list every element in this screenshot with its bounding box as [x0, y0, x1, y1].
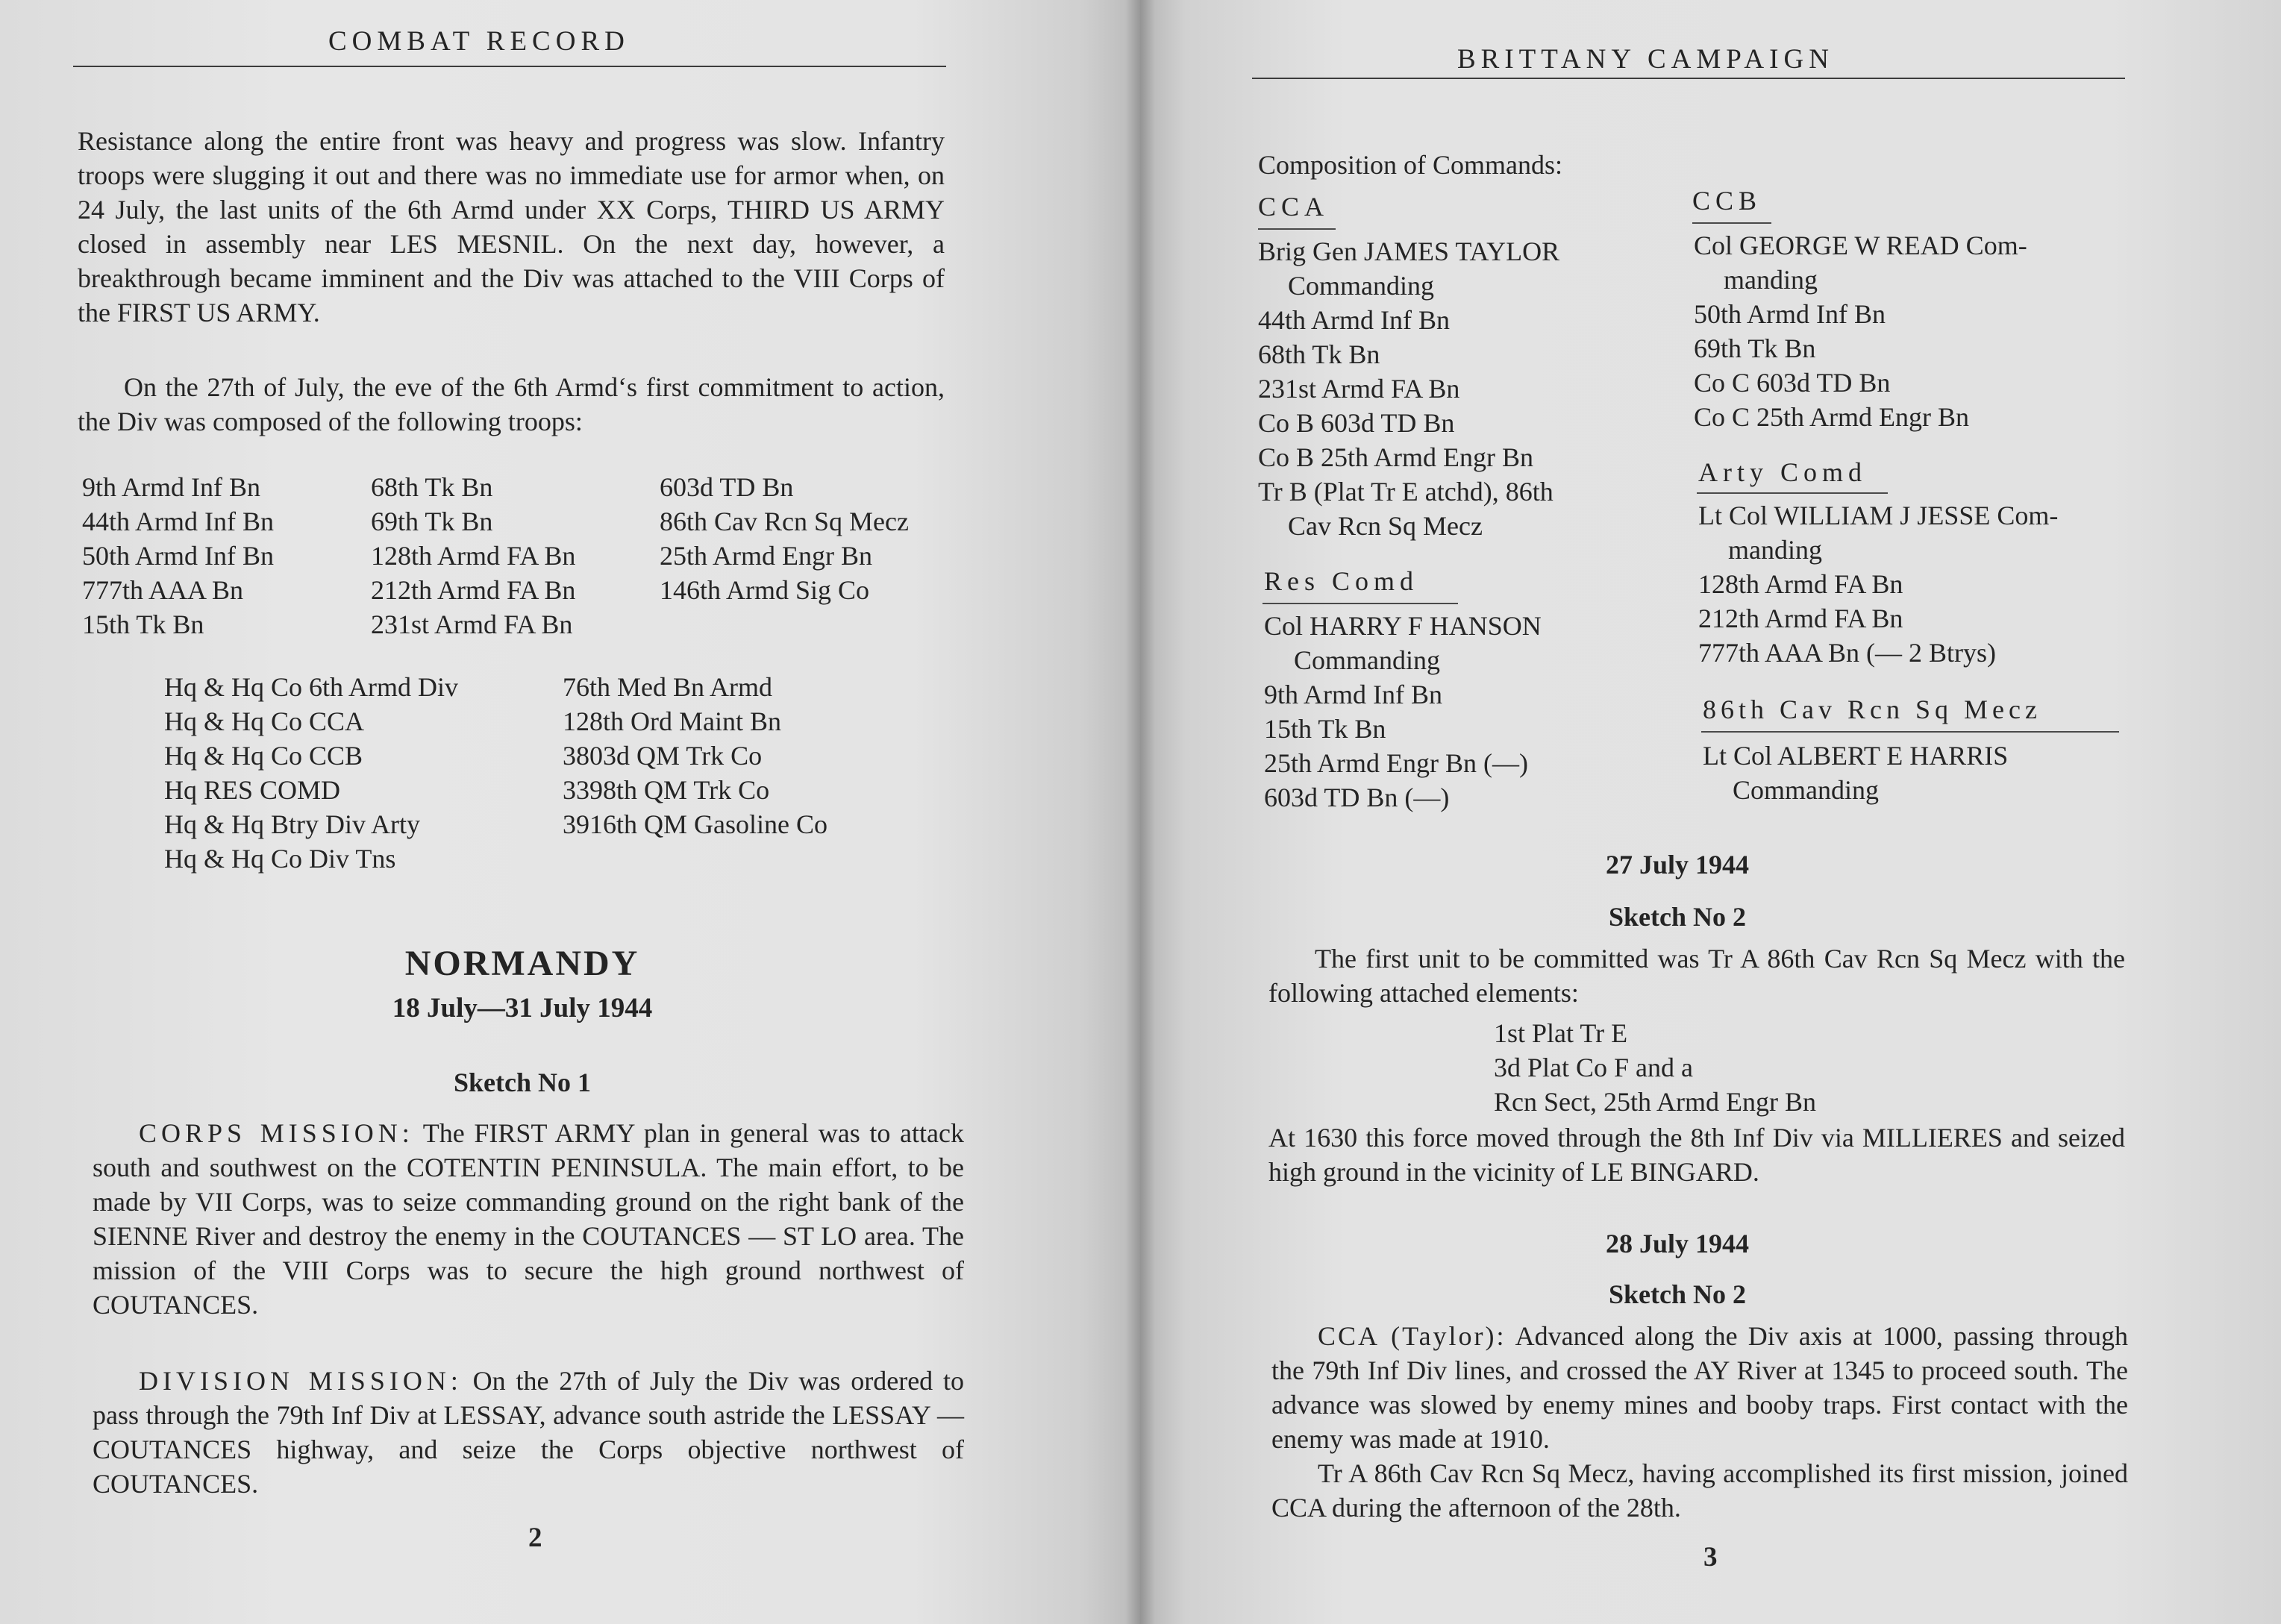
- res-comd-unit: 25th Armd Engr Bn (—): [1264, 748, 1528, 778]
- res-comd-unit: 15th Tk Bn: [1264, 714, 1386, 744]
- res-comd-heading: Res Comd: [1264, 566, 1419, 596]
- date-heading-28-july: 28 July 1944: [1605, 1229, 1750, 1258]
- hq-column-1: [164, 670, 458, 876]
- left-page: [0, 0, 1140, 1624]
- right-head-rule: [1252, 78, 2125, 79]
- res-comd-unit: 603d TD Bn (—): [1264, 783, 1450, 812]
- ccb-unit: 69th Tk Bn: [1694, 333, 1816, 363]
- troop-item: 50th Armd Inf Bn: [82, 541, 274, 571]
- troop-item: 44th Armd Inf Bn: [82, 507, 274, 536]
- res-comd-commander: Col HARRY F HANSON: [1264, 611, 1542, 641]
- hq-item: Hq & Hq Co 6th Armd Div: [164, 672, 459, 702]
- hq-item: 128th Ord Maint Bn: [563, 706, 781, 736]
- arty-comd-commander-role: manding: [1728, 535, 1822, 565]
- troop-item: 15th Tk Bn: [82, 609, 204, 639]
- hq-item: Hq & Hq Btry Div Arty: [164, 809, 421, 839]
- cav-sq-rule: [1701, 731, 2119, 733]
- res-comd-block: [1264, 609, 1542, 815]
- sketch-heading-28-july: Sketch No 2: [1608, 1279, 1746, 1309]
- troop-item: 128th Armd FA Bn: [371, 541, 576, 571]
- sketch-heading-left: Sketch No 1: [453, 1067, 591, 1097]
- troop-item: 68th Tk Bn: [371, 472, 493, 502]
- ccb-commander-role: manding: [1724, 265, 1818, 295]
- cca-advance-text: Advanced along the Div axis at 1000, passing through the 79th Inf Div lines, and crossed the AY River at 1345 to proceed south. The advance was slowed by enemy mines and booby traps. First contact with the enemy was made at 1910.: [1271, 1321, 2129, 1454]
- ccb-block: [1694, 228, 2027, 434]
- corps-mission-label: CORPS MISSION:: [139, 1118, 414, 1148]
- troops-column-2: [371, 470, 575, 642]
- cca-heading: CCA: [1258, 192, 1330, 222]
- troops-column-3: [660, 470, 909, 607]
- cca-rule: [1258, 228, 1336, 230]
- hq-item: Hq & Hq Co Div Tns: [164, 844, 396, 874]
- cca-unit: 44th Armd Inf Bn: [1258, 305, 1450, 335]
- troop-item: 25th Armd Engr Bn: [660, 541, 872, 571]
- troop-item: 231st Armd FA Bn: [371, 609, 573, 639]
- date-heading-27-july: 27 July 1944: [1605, 850, 1750, 880]
- troops-column-1: [82, 470, 274, 642]
- page-number-right: 3: [1703, 1542, 1718, 1573]
- troop-item: 777th AAA Bn: [82, 575, 244, 605]
- cca-unit: 68th Tk Bn: [1258, 339, 1380, 369]
- troop-item: 69th Tk Bn: [371, 507, 493, 536]
- corps-mission-text: The FIRST ARMY plan in general was to attack south and southwest on the COTENTIN PENINSULA. The main effort, to be made by VII Corps, was to seize commanding ground on the right bank of the SIENNE River and destroy the enemy in the COUTANCES — ST LO area. The mission of the VIII Corps was to secure the high ground northwest of COUTANCES.: [93, 1118, 964, 1320]
- intro-paragraph-2: On the 27th of July, the eve of the 6th Armd‘s first commitment to action, the Div was composed of the following troops:: [78, 372, 945, 436]
- cca-unit: 231st Armd FA Bn: [1258, 374, 1460, 404]
- paragraph-tr-a-joined: Tr A 86th Cav Rcn Sq Mecz, having accomplished its first mission, joined CCA during the afternoon of the 28th.: [1271, 1458, 2128, 1523]
- arty-comd-commander: Lt Col WILLIAM J JESSE Com-: [1698, 501, 2059, 530]
- hq-item: 3398th QM Trk Co: [563, 775, 770, 805]
- troop-item: 86th Cav Rcn Sq Mecz: [660, 507, 909, 536]
- ccb-heading: CCB: [1692, 186, 1762, 216]
- cav-sq-commander-role: Commanding: [1733, 775, 1879, 805]
- arty-comd-block: [1698, 498, 2058, 670]
- troop-item: 603d TD Bn: [660, 472, 794, 502]
- troop-item: 146th Armd Sig Co: [660, 575, 870, 605]
- right-running-head: BRITTANY CAMPAIGN: [1457, 44, 1834, 75]
- hq-item: Hq & Hq Co CCA: [164, 706, 365, 736]
- res-comd-commander-role: Commanding: [1294, 645, 1440, 675]
- attached-elements: [1494, 1016, 1816, 1119]
- left-head-rule: [73, 66, 946, 67]
- corps-mission-paragraph: [93, 1116, 964, 1322]
- composition-heading: Composition of Commands:: [1258, 150, 1563, 180]
- attached-item: 1st Plat Tr E: [1494, 1018, 1628, 1048]
- ccb-unit: Co C 603d TD Bn: [1694, 368, 1891, 398]
- arty-comd-unit: 212th Armd FA Bn: [1698, 603, 1903, 633]
- intro-paragraph-1: Resistance along the entire front was heavy and progress was slow. Infantry troops were slugging it out and there was no immediate use for armor when, on 24 July, the last units of the 6th Armd under XX Corps, THIRD US ARMY closed in assembly near LES MESNIL. On the next day, however, a breakthrough became imminent and the Div was attached to the VIII Corps of the FIRST US ARMY.: [78, 126, 945, 327]
- res-comd-rule: [1262, 603, 1458, 604]
- res-comd-unit: 9th Armd Inf Bn: [1264, 680, 1442, 709]
- page-number-left: 2: [528, 1523, 542, 1553]
- ccb-unit: 50th Armd Inf Bn: [1694, 299, 1886, 329]
- sketch-heading-27-july: Sketch No 2: [1608, 902, 1746, 932]
- cca-label: CCA (Taylor):: [1318, 1321, 1506, 1351]
- cav-sq-heading: 86th Cav Rcn Sq Mecz: [1703, 695, 2041, 724]
- hq-item: 3916th QM Gasoline Co: [563, 809, 827, 839]
- paragraph-first-unit: The first unit to be committed was Tr A 86th Cav Rcn Sq Mecz with the following attached elements:: [1268, 944, 2125, 1008]
- section-dates: 18 July—31 July 1944: [392, 993, 653, 1023]
- cca-unit-continued: Cav Rcn Sq Mecz: [1288, 511, 1483, 541]
- cca-unit: Co B 603d TD Bn: [1258, 408, 1455, 438]
- cca-unit: Co B 25th Armd Engr Bn: [1258, 442, 1534, 472]
- book-gutter: [1125, 0, 1155, 1624]
- hq-item: 76th Med Bn Armd: [563, 672, 773, 702]
- arty-comd-unit: 128th Armd FA Bn: [1698, 569, 1903, 599]
- ccb-unit: Co C 25th Armd Engr Bn: [1694, 402, 1970, 432]
- hq-item: Hq & Hq Co CCB: [164, 741, 363, 771]
- ccb-rule: [1692, 222, 1771, 224]
- troop-item: 9th Armd Inf Bn: [82, 472, 260, 502]
- arty-comd-unit: 777th AAA Bn (— 2 Btrys): [1698, 638, 1997, 668]
- troop-item: 212th Armd FA Bn: [371, 575, 576, 605]
- attached-item: 3d Plat Co F and a: [1494, 1053, 1693, 1082]
- attached-item: Rcn Sect, 25th Armd Engr Bn: [1494, 1087, 1816, 1117]
- cav-sq-commander: Lt Col ALBERT E HARRIS: [1703, 741, 2009, 771]
- cca-commander-role: Commanding: [1288, 271, 1434, 301]
- division-mission-text: On the 27th of July the Div was ordered to pass through the 79th Inf Div at LESSAY, advance south astride the LESSAY — COUTANCES highway, and seize the Corps objective northwest of COUTANCES.: [93, 1366, 964, 1499]
- arty-comd-rule: [1697, 492, 1888, 494]
- left-running-head: COMBAT RECORD: [328, 26, 630, 57]
- hq-item: Hq RES COMD: [164, 775, 341, 805]
- arty-comd-heading: Arty Comd: [1698, 457, 1868, 487]
- cca-unit: Tr B (Plat Tr E atchd), 86th: [1258, 477, 1553, 507]
- paragraph-cca-advance: [1271, 1319, 2128, 1456]
- cav-sq-block: [1703, 739, 2008, 807]
- cca-block: [1258, 234, 1559, 543]
- cca-commander: Brig Gen JAMES TAYLOR: [1258, 236, 1560, 266]
- right-page: [1140, 0, 2281, 1624]
- hq-item: 3803d QM Trk Co: [563, 741, 763, 771]
- division-mission-label: DIVISION MISSION:: [139, 1366, 463, 1396]
- hq-column-2: [563, 670, 827, 841]
- paragraph-force-moved: At 1630 this force moved through the 8th Inf Div via MILLIERES and seized high ground in the vicinity of LE BINGARD.: [1268, 1123, 2125, 1187]
- ccb-commander: Col GEORGE W READ Com-: [1694, 231, 2027, 260]
- division-mission-paragraph: [93, 1364, 964, 1501]
- section-title: NORMANDY: [404, 944, 640, 983]
